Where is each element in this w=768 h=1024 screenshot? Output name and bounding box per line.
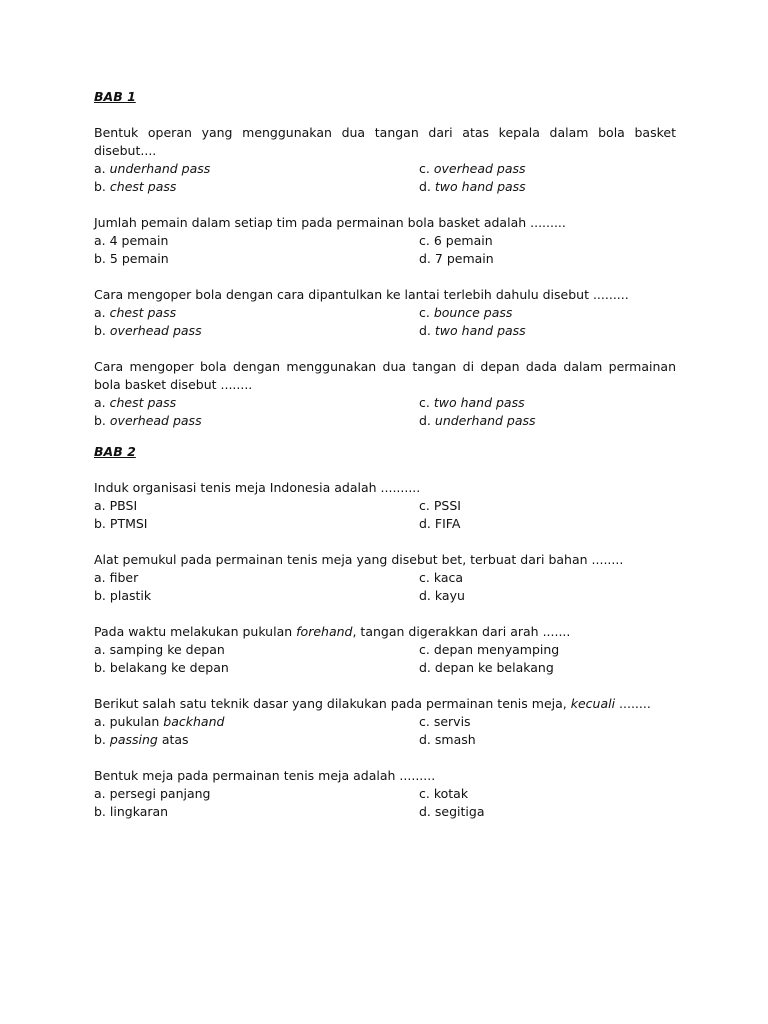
question-2 xyxy=(94,214,676,268)
option-a: a. pukulan backhand xyxy=(94,714,225,729)
question-7 xyxy=(94,623,676,677)
option-d: d. 7 pemain xyxy=(419,251,494,266)
chapter-title: BAB 1 xyxy=(94,89,136,104)
option-b: b. belakang ke depan xyxy=(94,660,229,675)
chapter-bab-1 xyxy=(94,88,676,430)
chapter-bab-2 xyxy=(94,443,676,821)
option-b: b. overhead pass xyxy=(94,323,202,338)
question-stem: Cara mengoper bola dengan menggunakan dua tangan di depan dada dalam permainan bola basket disebut ........ xyxy=(94,359,676,392)
option-a: a. underhand pass xyxy=(94,161,211,176)
options xyxy=(94,232,676,268)
question-5 xyxy=(94,479,676,533)
option-a: a. samping ke depan xyxy=(94,642,225,657)
question-6 xyxy=(94,551,676,605)
option-c: c. servis xyxy=(419,714,471,729)
question-1 xyxy=(94,124,676,196)
option-d: d. smash xyxy=(419,732,476,747)
option-b: b. 5 pemain xyxy=(94,251,169,266)
options xyxy=(94,497,676,533)
options xyxy=(94,641,676,677)
option-d: d. two hand pass xyxy=(419,179,526,194)
option-d: d. segitiga xyxy=(419,804,485,819)
option-c: c. kaca xyxy=(419,570,464,585)
options xyxy=(94,394,676,430)
option-b: b. plastik xyxy=(94,588,152,603)
question-stem: Jumlah pemain dalam setiap tim pada permainan bola basket adalah ......... xyxy=(94,215,566,230)
option-d: d. FIFA xyxy=(419,516,461,531)
option-b: b. passing atas xyxy=(94,732,189,747)
option-d: d. underhand pass xyxy=(419,413,536,428)
question-stem: Bentuk meja pada permainan tenis meja adalah ......... xyxy=(94,768,436,783)
options xyxy=(94,713,676,749)
option-a: a. chest pass xyxy=(94,305,177,320)
option-c: c. kotak xyxy=(419,786,469,801)
options xyxy=(94,785,676,821)
option-d: d. kayu xyxy=(419,588,465,603)
option-c: c. bounce pass xyxy=(419,305,513,320)
option-a: a. PBSI xyxy=(94,498,138,513)
option-a: a. fiber xyxy=(94,570,139,585)
option-b: b. PTMSI xyxy=(94,516,148,531)
option-b: b. lingkaran xyxy=(94,804,169,819)
chapter-title: BAB 2 xyxy=(94,444,136,459)
question-stem: Induk organisasi tenis meja Indonesia adalah .......... xyxy=(94,480,421,495)
option-d: d. two hand pass xyxy=(419,323,526,338)
question-stem: Alat pemukul pada permainan tenis meja yang disebut bet, terbuat dari bahan ........ xyxy=(94,552,624,567)
option-b: b. chest pass xyxy=(94,179,177,194)
option-c: c. depan menyamping xyxy=(419,642,560,657)
question-4 xyxy=(94,358,676,430)
question-stem: Bentuk operan yang menggunakan dua tangan dari atas kepala dalam bola basket disebut.... xyxy=(94,125,676,158)
options xyxy=(94,304,676,340)
question-stem: Cara mengoper bola dengan cara dipantulkan ke lantai terlebih dahulu disebut ......... xyxy=(94,287,629,302)
question-9 xyxy=(94,767,676,821)
option-a: a. chest pass xyxy=(94,395,177,410)
option-c: c. two hand pass xyxy=(419,395,525,410)
option-d: d. depan ke belakang xyxy=(419,660,554,675)
question-3 xyxy=(94,286,676,340)
option-b: b. overhead pass xyxy=(94,413,202,428)
option-c: c. PSSI xyxy=(419,498,461,513)
options xyxy=(94,160,676,196)
option-a: a. 4 pemain xyxy=(94,233,169,248)
options xyxy=(94,569,676,605)
question-8 xyxy=(94,695,676,749)
option-c: c. overhead pass xyxy=(419,161,526,176)
option-c: c. 6 pemain xyxy=(419,233,493,248)
question-stem: Berikut salah satu teknik dasar yang dilakukan pada permainan tenis meja, kecuali ........ xyxy=(94,696,651,711)
option-a: a. persegi panjang xyxy=(94,786,211,801)
question-stem: Pada waktu melakukan pukulan forehand, tangan digerakkan dari arah ....... xyxy=(94,624,571,639)
